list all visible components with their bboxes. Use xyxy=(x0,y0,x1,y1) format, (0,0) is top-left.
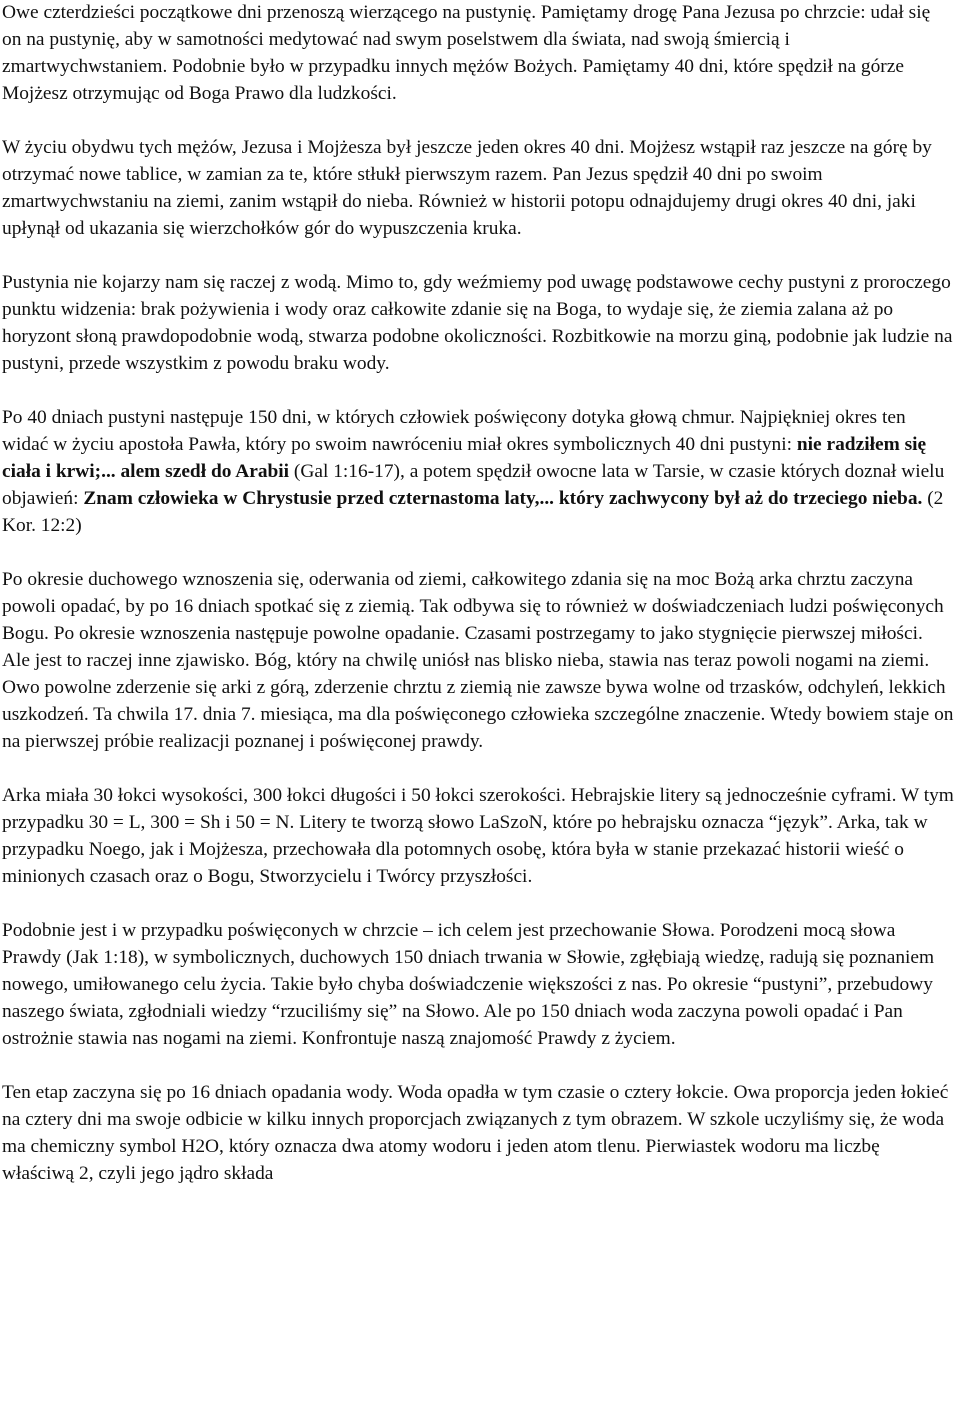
paragraph xyxy=(2,1079,954,1187)
text-segment: Podobnie jest i w przypadku poświęconych w chrzcie – ich celem jest przechowanie Słowa. Porodzeni mocą słowa Prawdy (Jak 1:18), w symbolicznych, duchowych 150 dniach trwania w Słowie, zgłębiają wiedzę, radują się poznaniem nowego, umiłowanego celu życia. Takie było chyba doświadczenie większości z nas. Po okresie “pustyni”, przebudowy naszego świata, zgłodniali wiedzy “rzuciliśmy się” na Słowo. Ale po 150 dniach woda zaczyna powoli opadać i Pan ostrożnie stawia nas nogami na ziemi. Konfrontuje naszą znajomość Prawdy z życiem. xyxy=(2,920,935,1049)
text-segment: (Gal 1:16-17), a potem spędził owocne lata w Tarsie, w czasie których doznał wielu objawień: xyxy=(2,461,945,509)
paragraph xyxy=(2,269,954,377)
bold-quote: Znam człowieka w Chrystusie przed czternastoma laty,... który zachwycony był aż do trzeciego nieba. xyxy=(83,488,923,509)
text-segment: Owe czterdzieści początkowe dni przenoszą wierzącego na pustynię. Pamiętamy drogę Pana Jezusa po chrzcie: udał się on na pustynię, aby w samotności medytować nad swym poselstwem dla świata, nad swoją śmiercią i zmartwychwstaniem. Podobnie było w przypadku innych mężów Bożych. Pamiętamy 40 dni, które spędził na górze Mojżesz otrzymując od Boga Prawo dla ludzkości. xyxy=(2,2,931,104)
text-segment: Po okresie duchowego wznoszenia się, oderwania od ziemi, całkowitego zdania się na moc Bożą arka chrztu zaczyna powoli opadać, by po 16 dniach spotkać się z ziemią. Tak odbywa się to również w doświadczeniach ludzi poświęconych Bogu. Po okresie wznoszenia następuje powolne opadanie. Czasami postrzegamy to jako stygnięcie pierwszej miłości. Ale jest to raczej inne zjawisko. Bóg, który na chwilę uniósł nas blisko nieba, stawia nas teraz powoli nogami na ziemi. Owo powolne zderzenie się arki z górą, zderzenie chrztu z ziemią nie zawsze bywa wolne od trzasków, odchyleń, lekkich uszkodzeń. Ta chwila 17. dnia 7. miesiąca, ma dla poświęconego człowieka szczególne znaczenie. Wtedy bowiem staje on na pierwszej próbie realizacji poznanej i poświęconej prawdy. xyxy=(2,569,954,752)
paragraph xyxy=(2,566,954,755)
paragraph xyxy=(2,917,954,1052)
paragraph xyxy=(2,0,954,107)
text-segment: Ten etap zaczyna się po 16 dniach opadania wody. Woda opadła w tym czasie o cztery łokcie. Owa proporcja jeden łokieć na cztery dni ma swoje odbicie w kilku innych proporcjach związanych z tym obrazem. W szkole uczyliśmy się, że woda ma chemiczny symbol H2O, który oznacza dwa atomy wodoru i jeden atom tlenu. Pierwiastek wodoru ma liczbę właściwą 2, czyli jego jądro składa xyxy=(2,1082,949,1184)
bold-quote: nie radziłem się ciała i krwi;... alem szedł do Arabii xyxy=(2,434,927,482)
text-segment: (2 Kor. 12:2) xyxy=(2,488,944,536)
text-segment: Po 40 dniach pustyni następuje 150 dni, w których człowiek poświęcony dotyka głową chmur. Najpiękniej okres ten widać w życiu apostoła Pawła, który po swoim nawróceniu miał okres symbolicznych 40 dni pustyni: xyxy=(2,407,906,455)
paragraph xyxy=(2,404,954,539)
text-segment: Pustynia nie kojarzy nam się raczej z wodą. Mimo to, gdy weźmiemy pod uwagę podstawowe cechy pustyni z proroczego punktu widzenia: brak pożywienia i wody oraz całkowite zdanie się na Boga, to wydaje się, że ziemia zalana aż po horyzont słoną prawdopodobnie wodą, stwarza podobne okoliczności. Rozbitkowie na morzu giną, podobnie jak ludzie na pustyni, przede wszystkim z powodu braku wody. xyxy=(2,272,953,374)
paragraph xyxy=(2,782,954,890)
text-segment: Arka miała 30 łokci wysokości, 300 łokci długości i 50 łokci szerokości. Hebrajskie litery są jednocześnie cyframi. W tym przypadku 30 = L, 300 = Sh i 50 = N. Litery te tworzą słowo LaSzoN, które po hebrajsku oznacza “język”. Arka, tak w przypadku Noego, jak i Mojżesza, przechowała dla potomnych osobę, która była w stanie przekazać historii wieść o minionych czasach oraz o Bogu, Stworzycielu i Twórcy przyszłości. xyxy=(2,785,954,887)
paragraph xyxy=(2,134,954,242)
text-segment: W życiu obydwu tych mężów, Jezusa i Mojżesza był jeszcze jeden okres 40 dni. Mojżesz wstąpił raz jeszcze na górę by otrzymać nowe tablice, w zamian za te, które stłukł pierwszym razem. Pan Jezus spędził 40 dni po swoim zmartwychwstaniu na ziemi, zanim wstąpił do nieba. Również w historii potopu odnajdujemy drugi okres 40 dni, jaki upłynął od ukazania się wierzchołków gór do wypuszczenia kruka. xyxy=(2,137,932,239)
